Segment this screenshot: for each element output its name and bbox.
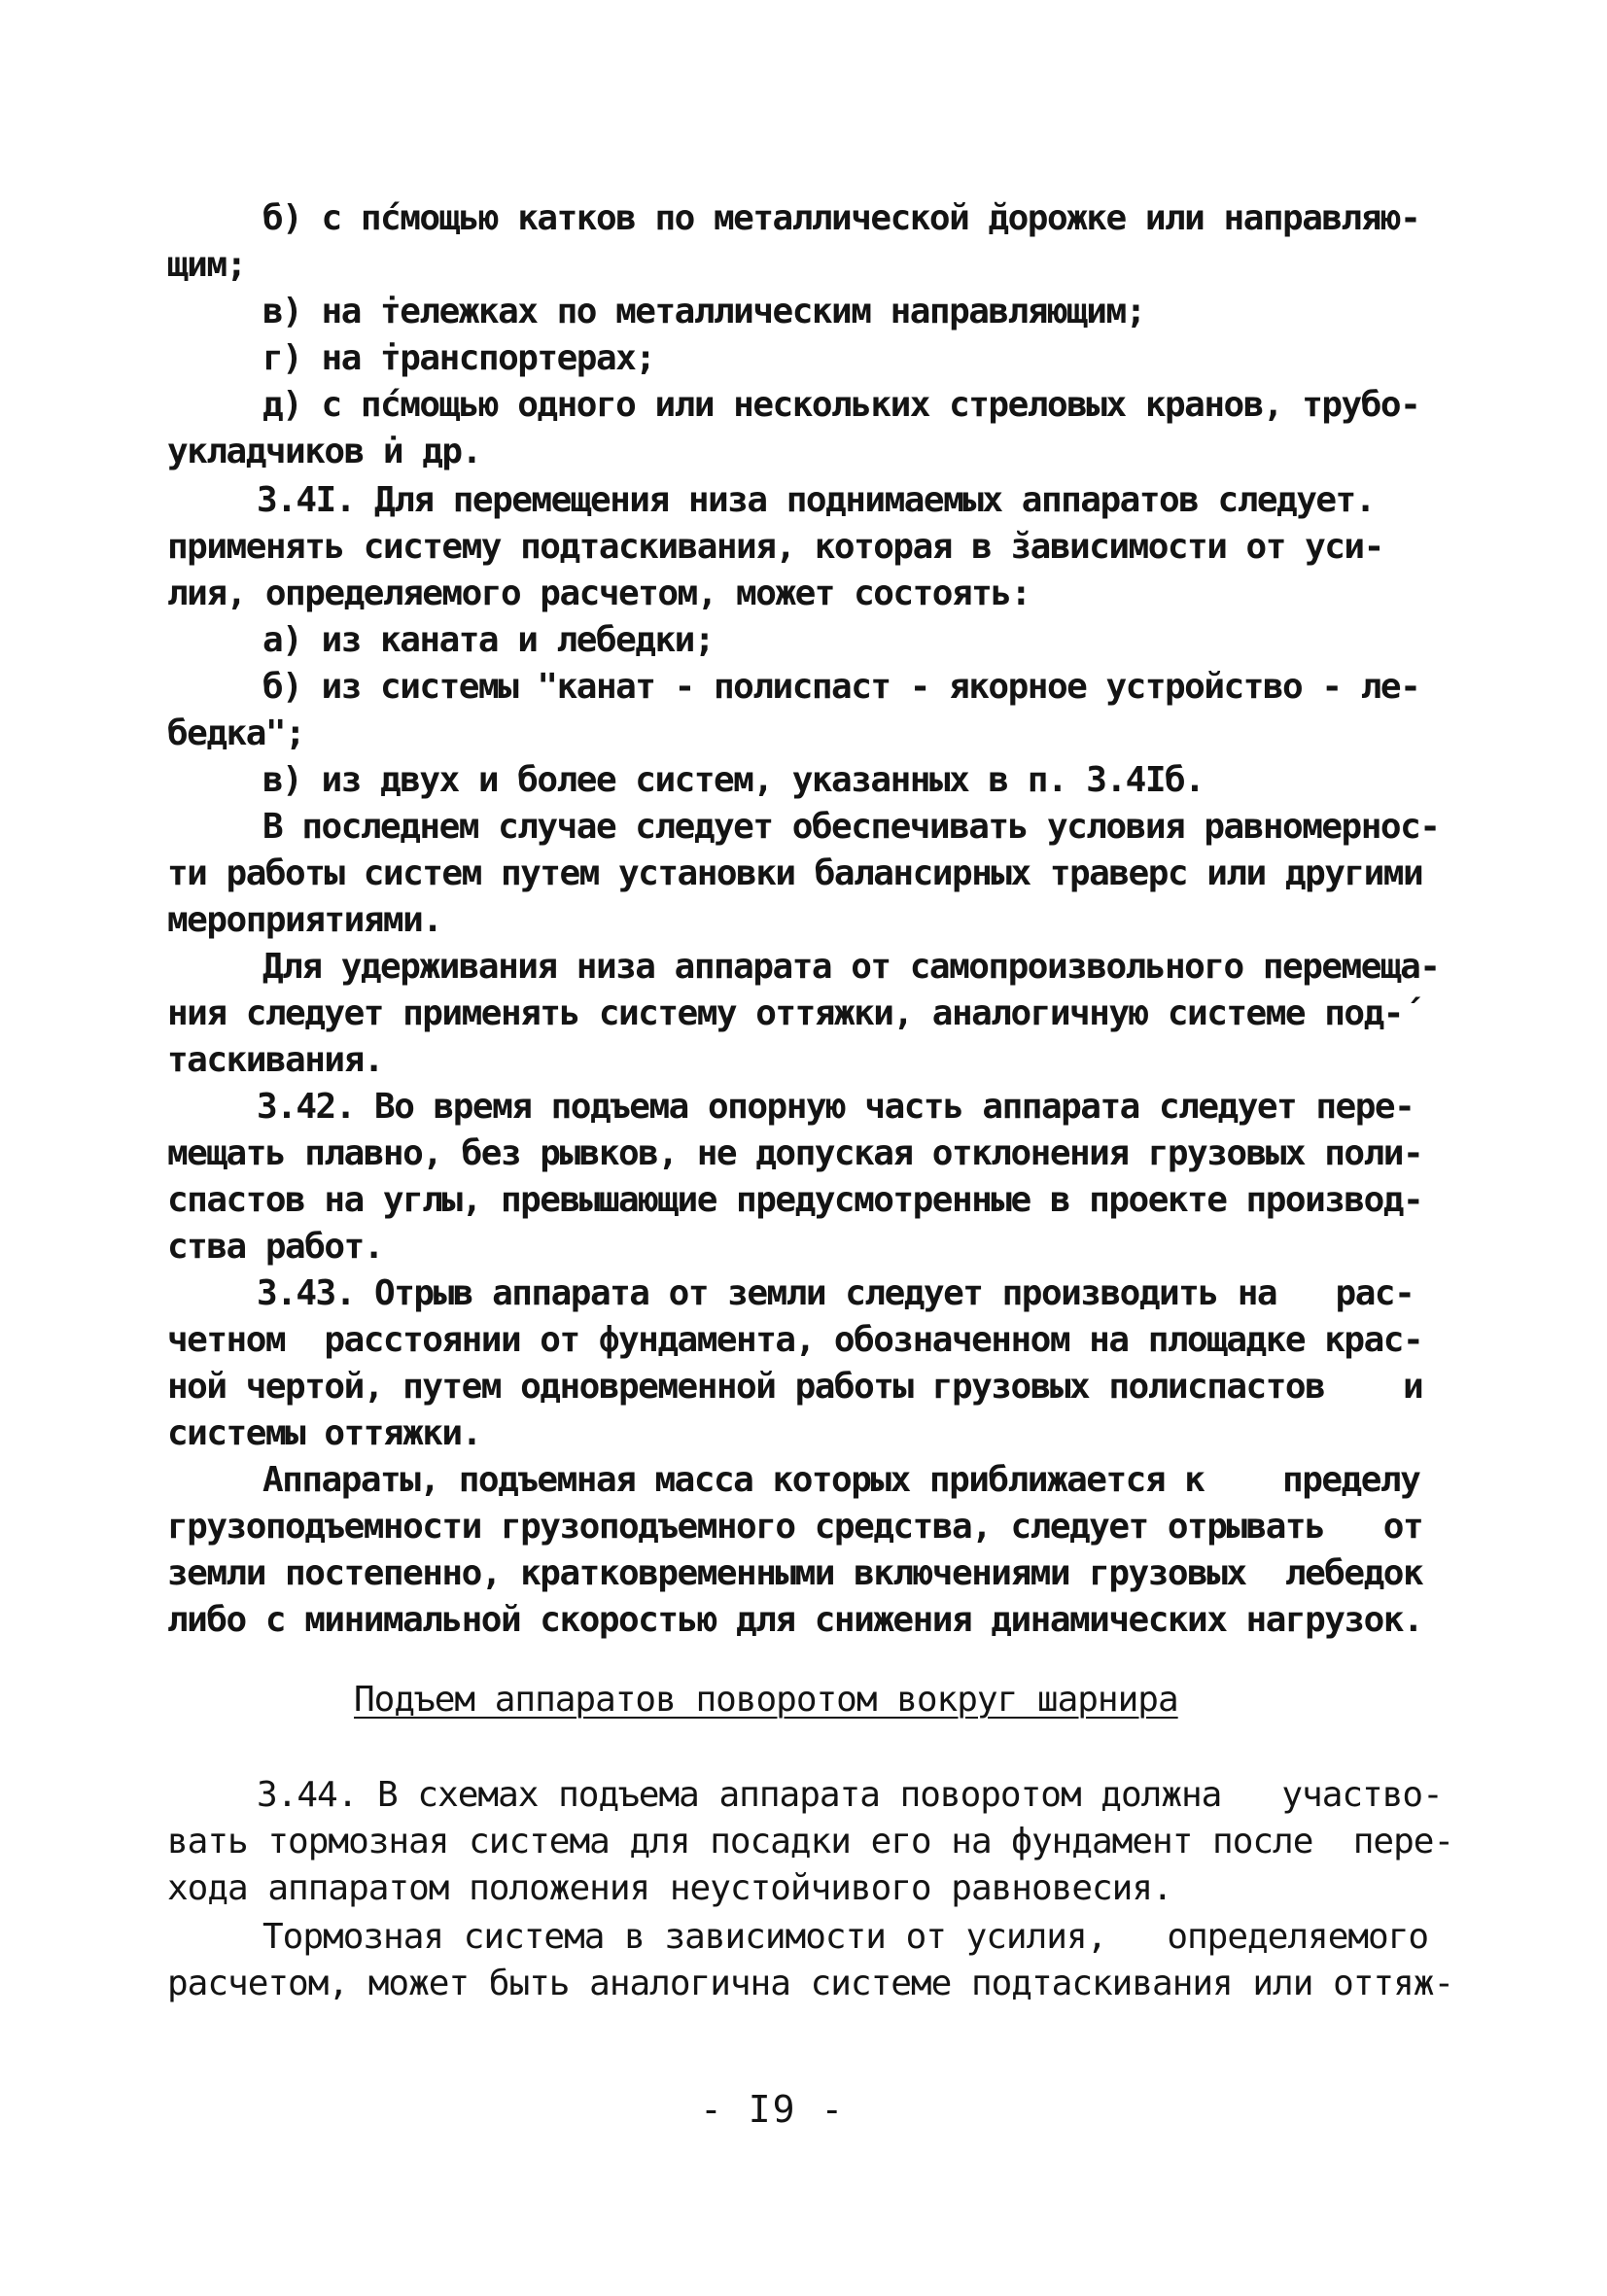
text-line: лия, определяемого расчетом, может состоять:	[167, 574, 1031, 613]
text-line: мещать плавно, без рывков, не допуская отклонения грузовых поли-	[167, 1133, 1423, 1173]
text-line: ства работ.	[167, 1227, 383, 1267]
text-line: 3.44. В схемах подъема аппарата поворотом должна участво-	[257, 1775, 1443, 1815]
text-line: Тормозная система в зависимости от усилия, определяемого	[262, 1917, 1429, 1957]
text-line: а) из каната и лебедки;	[262, 620, 714, 660]
text-line: ния следует применять систему оттяжки, аналогичную системе под-´	[167, 993, 1423, 1033]
text-line: 3.43. Отрыв аппарата от земли следует производить на рас-	[257, 1273, 1415, 1313]
text-line: г) на ̇транспортерах;	[262, 338, 655, 378]
text-line: спастов на углы, превышающие предусмотренные в проекте производ-	[167, 1180, 1423, 1220]
text-line: б) с пćмощью катков по металлической ̆дорожке или направляю-	[262, 198, 1420, 238]
text-line: укладчиков и̇ др.	[167, 432, 481, 471]
text-line: ной чертой, путем одновременной работы грузовых полиспастов и	[167, 1367, 1423, 1407]
text-line: б) из системы "канат - полиспаст - якорное устройство - ле-	[262, 667, 1420, 707]
text-line: д) с пćмощью одного или нескольких стреловых кранов, трубо-	[262, 385, 1420, 425]
text-line: либо с минимальной скоростью для снижения динамических нагрузок.	[167, 1600, 1423, 1640]
text-line: грузоподъемности грузоподъемного средства, следует отрывать от	[167, 1507, 1423, 1547]
text-line: расчетом, может быть аналогична системе подтаскивания или оттяж-	[167, 1964, 1454, 2003]
text-line: вать тормозная система для посадки его на фундамент после пере-	[167, 1822, 1454, 1861]
text-line: в) на ̇тележках по металлическим направляющим;	[262, 292, 1145, 331]
text-line: 3.42. Во время подъема опорную часть аппарата следует пере-	[257, 1087, 1415, 1127]
page-number: - I9 -	[700, 2088, 846, 2131]
text-line: Для удерживания низа аппарата от самопроизвольного перемеща-	[262, 947, 1440, 987]
text-line: применять систему подтаскивания, которая в ̆зависимости от уси-	[167, 527, 1383, 567]
text-line: щим;	[167, 245, 246, 285]
text-line: мероприятиями.	[167, 900, 442, 940]
text-line: хода аппаратом положения неустойчивого равновесия.	[167, 1868, 1172, 1908]
text-line: В последнем случае следует обеспечивать условия равномернос-	[262, 807, 1440, 847]
text-line: в) из двух и более систем, указанных в п. 3.4Iб.	[262, 760, 1205, 800]
text-line: бедка";	[167, 713, 305, 753]
text-line: Аппараты, подъемная масса которых приближается к пределу	[262, 1460, 1420, 1500]
text-line: системы оттяжки.	[167, 1413, 481, 1453]
text-line: таскивания.	[167, 1040, 383, 1080]
text-line: ти работы систем путем установки балансирных траверс или другими	[167, 853, 1423, 893]
section-heading: Подъем аппаратов поворотом вокруг шарнира	[354, 1680, 1178, 1720]
text-line: 3.4I. Для перемещения низа поднимаемых аппаратов следует.	[257, 480, 1375, 520]
text-line: земли постепенно, кратковременными включениями грузовых лебедок	[167, 1553, 1423, 1593]
text-line: четном расстоянии от фундамента, обозначенном на площадке крас-	[167, 1320, 1423, 1360]
